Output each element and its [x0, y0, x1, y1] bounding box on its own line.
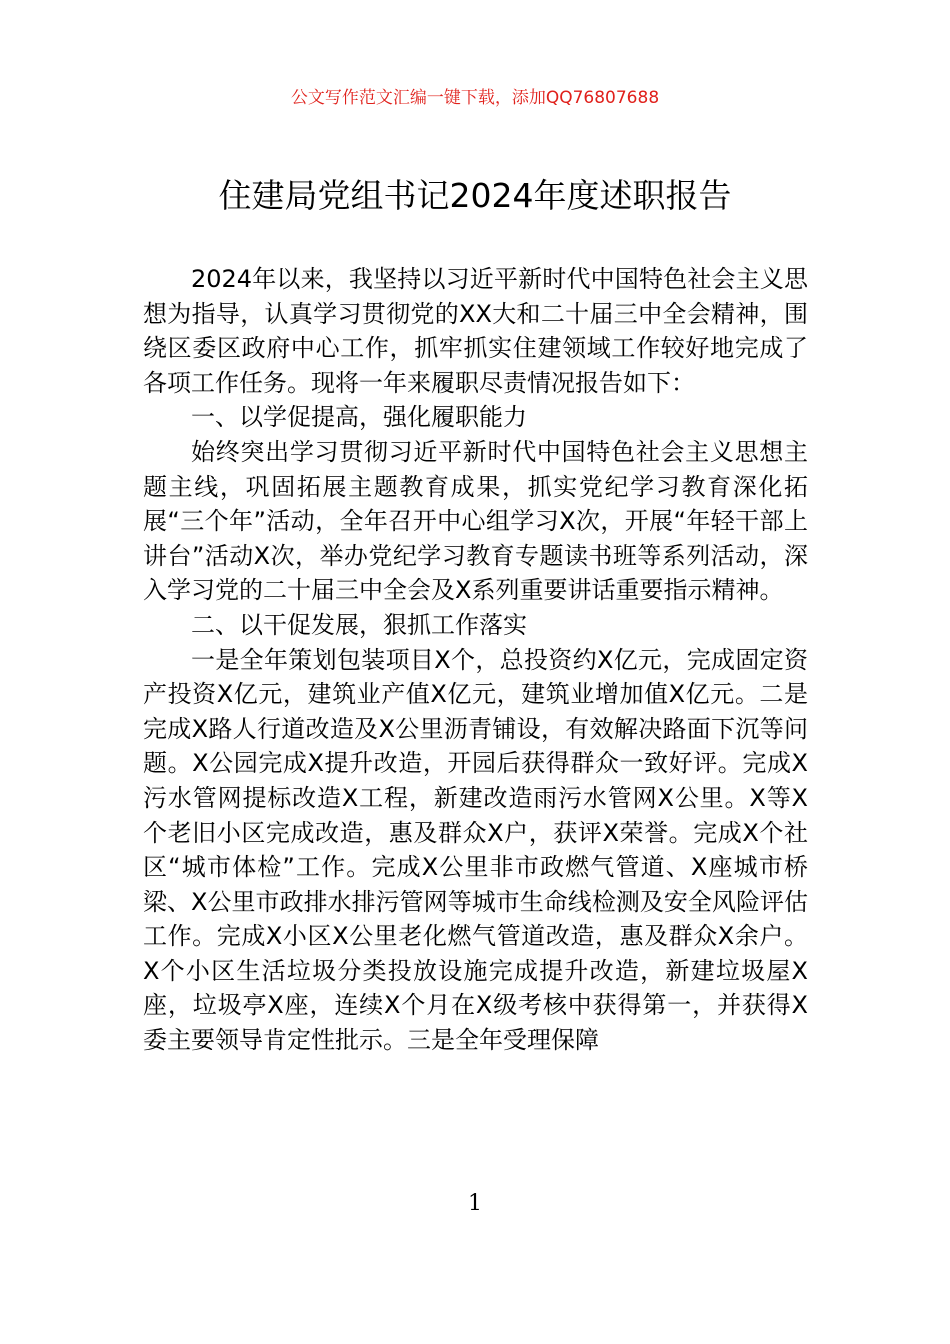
document-body — [143, 262, 808, 1058]
section-heading-1: 一、以学促提高，强化履职能力 — [191, 403, 527, 432]
paragraph-work: 一是全年策划包装项目X个，总投资约X亿元，完成固定资产投资X亿元，建筑业产值X亿元，建筑业增加值X亿元。二是完成X路人行道改造及X公里沥青铺设，有效解决路面下沉等问题。X公园完成X提升改造，开园后获得群众一致好评。完成X污水管网提标改造X工程，新建改造雨污水管网X公里。X等X个老旧小区完成改造，惠及群众X户，获评X荣誉。完成X个社区“城市体检”工作。完成X公里非市政燃气管道、X座城市桥梁、X公里市政排水排污管网等城市生命线检测及安全风险评估工作。完成X小区X公里老化燃气管道改造，惠及群众X余户。X个小区生活垃圾分类投放设施完成提升改造，新建垃圾屋X座，垃圾亭X座，连续X个月在X级考核中获得第一，并获得X委主要领导肯定性批示。三是全年受理保障 — [143, 645, 808, 1055]
document-title: 住建局党组书记2024年度述职报告 — [218, 176, 732, 215]
paragraph-study: 始终突出学习贯彻习近平新时代中国特色社会主义思想主题主线，巩固拓展主题教育成果，抓实党纪学习教育深化拓展“三个年”活动，全年召开中心组学习X次，开展“年轻干部上讲台”活动X次，举办党纪学习教育专题读书班等系列活动，深入学习党的二十届三中全会及X系列重要讲话重要指示精神。 — [143, 437, 808, 605]
header-download-note: 公文写作范文汇编一键下载，添加QQ76807688 — [290, 88, 660, 108]
paragraph-intro: 2024年以来，我坚持以习近平新时代中国特色社会主义思想为指导，认真学习贯彻党的XX大和二十届三中全会精神，围绕区委区政府中心工作，抓牢抓实住建领域工作较好地完成了各项工作任务。现将一年来履职尽责情况报告如下： — [143, 265, 808, 397]
page-number: 1 — [468, 1191, 482, 1216]
section-heading-2: 二、以干促发展，狠抓工作落实 — [191, 610, 527, 639]
